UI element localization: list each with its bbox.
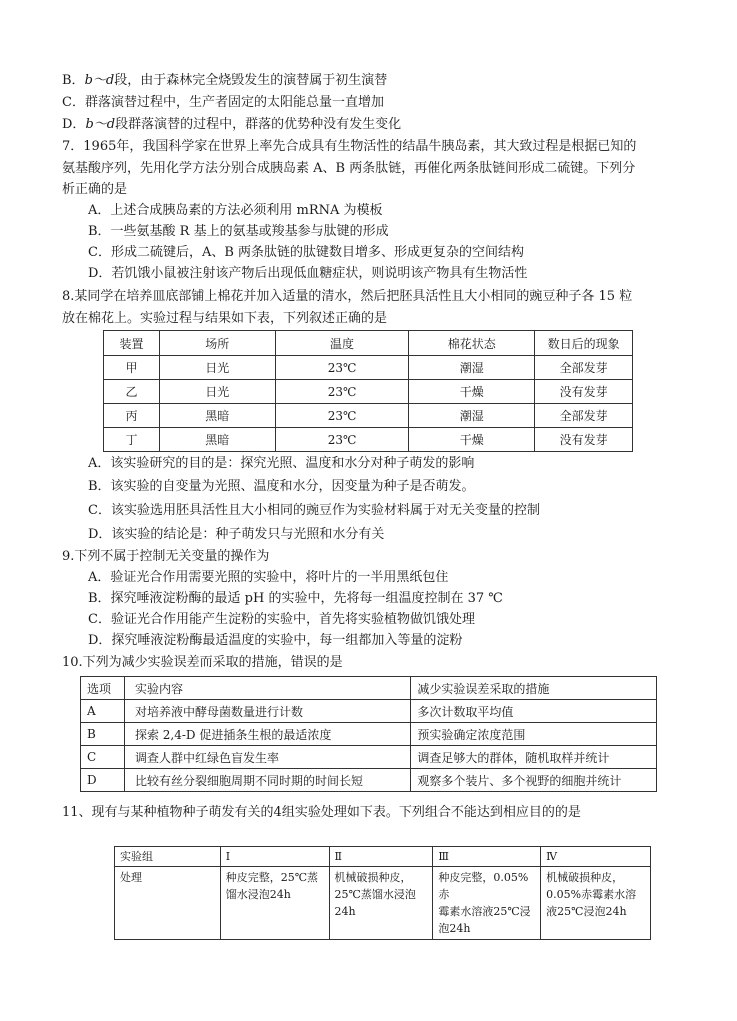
q8-option-b: B．该实验的自变量为光照、温度和水分，因变量为种子是否萌发。 (88, 479, 475, 494)
header-cell: 装置 (104, 331, 160, 356)
q9-option-c: C．验证光合作用能产生淀粉的实验中，首先将实验植物做饥饿处理 (88, 612, 475, 627)
q7-option-b: B．一些氨基酸 R 基上的氨基或羧基参与肽键的形成 (88, 224, 389, 239)
table-cell: 调查人群中红绿色盲发生率 (124, 746, 410, 769)
q8-stem-line2: 放在棉花上。实验过程与结果如下表，下列叙述正确的是 (62, 311, 388, 326)
table-cell: 日光 (159, 356, 275, 380)
table-row (81, 700, 657, 723)
header-cell: 温度 (275, 331, 409, 356)
q11-table-header (115, 847, 651, 867)
q11-table (114, 846, 651, 940)
table-row (81, 746, 657, 769)
header-cell: 场所 (159, 331, 275, 356)
header-cell: 减少实验误差采取的措施 (411, 677, 657, 700)
table-cell: A (81, 700, 125, 723)
table-cell: 23℃ (275, 428, 409, 452)
table-cell: 干燥 (409, 380, 535, 404)
header-cell: Ⅱ (329, 847, 433, 867)
q8-stem-line1: 8.某同学在培养皿底部铺上棉花并加入适量的清水，然后把胚具活性且大小相同的豌豆种子各 15 粒 (62, 289, 633, 304)
table-cell: B (81, 723, 125, 746)
table-cell: 黑暗 (159, 428, 275, 452)
q8-option-c: C．该实验选用胚具活性且大小相同的豌豆作为实验材料属于对无关变量的控制 (88, 503, 540, 518)
header-cell: 棉花状态 (409, 331, 535, 356)
q9-option-b: B．探究唾液淀粉酶的最适 pH 的实验中，先将每一组温度控制在 37 ℃ (88, 591, 503, 606)
q6-option-d: D．b～d段群落演替的过程中，群落的优势种没有发生变化 (62, 117, 402, 132)
table-cell: 多次计数取平均值 (411, 700, 657, 723)
table-row (104, 380, 633, 404)
table-cell: 日光 (159, 380, 275, 404)
cell-line: 种皮完整，25℃蒸 (225, 871, 319, 884)
table-cell: 黑暗 (159, 404, 275, 428)
header-cell: Ⅲ (433, 847, 541, 867)
header-cell: 实验内容 (124, 677, 410, 700)
table-cell (541, 867, 651, 940)
table-cell: C (81, 746, 125, 769)
cell-line: 种皮完整，0.05%赤 (438, 871, 529, 901)
q7-stem-line3: 析正确的是 (62, 182, 128, 197)
q10-stem: 10.下列为减少实验误差而采取的措施，错误的是 (62, 655, 343, 670)
q6-option-b: B．b～d段，由于森林完全烧毁发生的演替属于初生演替 (62, 73, 388, 88)
q8-option-a: A．该实验研究的目的是：探究光照、温度和水分对种子萌发的影响 (88, 456, 475, 471)
header-cell: 实验组 (115, 847, 221, 867)
table-cell (433, 867, 541, 940)
table-row (81, 769, 657, 792)
cell-line: 0.05%赤霉素水溶 (546, 888, 637, 901)
q11-stem: 11、现有与某种植物种子萌发有关的4组实验处理如下表。下列组合不能达到相应目的的是 (62, 805, 581, 820)
table-cell: 全部发芽 (535, 404, 633, 428)
table-cell: 调查足够大的群体，随机取样并统计 (411, 746, 657, 769)
q8-table (103, 330, 633, 452)
table-cell: 23℃ (275, 356, 409, 380)
cell-line: 24h (334, 905, 356, 918)
table-cell: 观察多个装片、多个视野的细胞并统计 (411, 769, 657, 792)
table-row (104, 356, 633, 380)
table-cell: 没有发芽 (535, 428, 633, 452)
table-cell: 对培养液中酵母菌数量进行计数 (124, 700, 410, 723)
cell-line: 霉素水溶液25℃浸 (438, 905, 531, 918)
table-cell (329, 867, 433, 940)
table-cell: 预实验确定浓度范围 (411, 723, 657, 746)
table-cell: 23℃ (275, 404, 409, 428)
q7-option-a: A．上述合成胰岛素的方法必须利用 mRNA 为模板 (88, 203, 383, 218)
table-cell: D (81, 769, 125, 792)
q10-table (80, 676, 657, 792)
q9-option-a: A．验证光合作用需要光照的实验中，将叶片的一半用黑纸包住 (88, 570, 449, 585)
table-cell: 干燥 (409, 428, 535, 452)
table-cell: 潮湿 (409, 356, 535, 380)
table-cell: 乙 (104, 380, 160, 404)
table-row (115, 867, 651, 940)
header-cell: Ⅳ (541, 847, 651, 867)
cell-line: 馏水浸泡24h (225, 888, 291, 901)
header-cell: Ⅰ (220, 847, 329, 867)
table-cell: 丁 (104, 428, 160, 452)
cell-line: 液25℃浸泡24h (546, 905, 627, 918)
q9-option-d: D．探究唾液淀粉酶最适温度的实验中，每一组都加入等量的淀粉 (88, 633, 463, 648)
table-cell (220, 867, 329, 940)
table-cell: 全部发芽 (535, 356, 633, 380)
table-row (104, 404, 633, 428)
header-cell: 数日后的现象 (535, 331, 633, 356)
cell-line: 机械破损种皮， (334, 871, 412, 884)
header-cell: 选项 (81, 677, 125, 700)
table-cell: 比较有丝分裂细胞周期不同时期的时间长短 (124, 769, 410, 792)
q7-option-d: D．若饥饿小鼠被注射该产物后出现低血糖症状，则说明该产物具有生物活性 (88, 266, 528, 281)
cell-line: 机械破损种皮， (546, 871, 624, 884)
q8-option-d: D．该实验的结论是：种子萌发只与光照和水分有关 (88, 527, 385, 542)
q6-option-c: C．群落演替过程中，生产者固定的太阳能总量一直增加 (62, 95, 384, 110)
table-row (81, 723, 657, 746)
table-cell: 23℃ (275, 380, 409, 404)
table-cell: 丙 (104, 404, 160, 428)
q7-option-c: C．形成二硫键后，A、B 两条肽链的肽键数目增多、形成更复杂的空间结构 (88, 245, 525, 260)
cell-line: 泡24h (438, 922, 471, 935)
table-cell: 没有发芽 (535, 380, 633, 404)
q8-table-header (104, 331, 633, 356)
table-cell: 探索 2,4-D 促进插条生根的最适浓度 (124, 723, 410, 746)
table-cell: 甲 (104, 356, 160, 380)
q7-stem-line2: 氨基酸序列，先用化学方法分别合成胰岛素 A、B 两条肽链，再催化两条肽链间形成二硫键。下列分 (62, 161, 636, 176)
table-cell: 潮湿 (409, 404, 535, 428)
cell-line: 25℃蒸馏水浸泡 (334, 888, 416, 901)
table-cell: 处理 (115, 867, 221, 940)
table-row (104, 428, 633, 452)
q10-table-header (81, 677, 657, 700)
q7-stem-line1: 7．1965年，我国科学家在世界上率先合成具有生物活性的结晶牛胰岛素，其大致过程是根据已知的 (62, 139, 637, 154)
q9-stem: 9.下列不属于控制无关变量的操作为 (62, 549, 270, 564)
